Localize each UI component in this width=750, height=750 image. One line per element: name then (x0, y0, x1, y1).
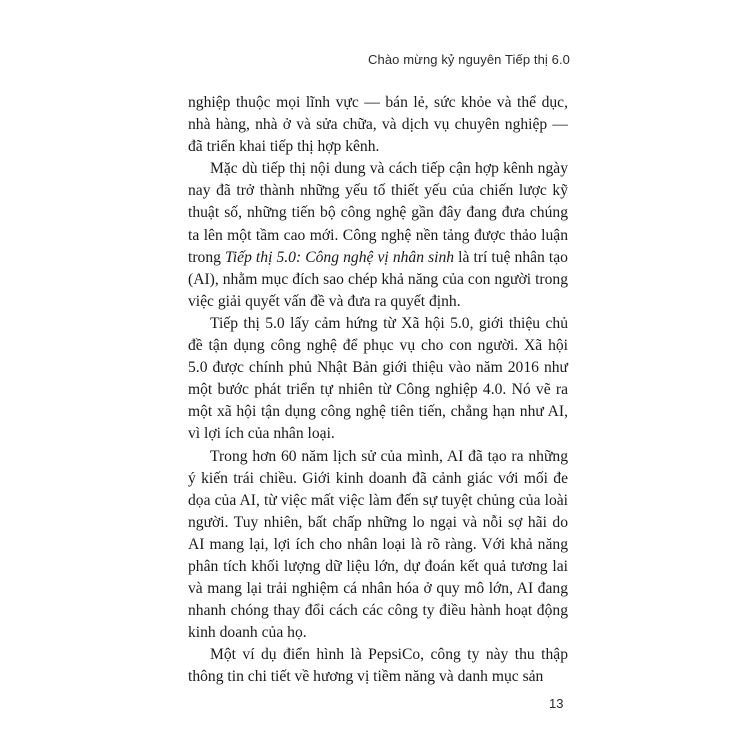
body-text (188, 92, 568, 689)
paragraph-3: Tiếp thị 5.0 lấy cảm hứng từ Xã hội 5.0, giới thiệu chủ đề tận dụng công nghệ để phục vụ cho con người. Xã hội 5.0 được chính phủ Nhật Bản giới thiệu vào năm 2016 như một bước phát triển tự nhiên từ Công nghiệp 4.0. Nó vẽ ra một xã hội tận dụng công nghệ tiên tiến, chẳng hạn như AI, vì lợi ích của nhân loại. (188, 314, 568, 443)
paragraph-1: nghiệp thuộc mọi lĩnh vực — bán lẻ, sức khỏe và thể dục, nhà hàng, nhà ở và sửa chữa, và dịch vụ chuyên nghiệp — đã triển khai tiếp thị hợp kênh. (188, 94, 568, 156)
paragraph-2-text-before: Mặc dù tiếp thị nội dung và cách tiếp cận hợp kênh ngày nay đã trở thành những yếu tố thiết yếu của chiến lược kỹ thuật số, những tiến bộ công nghệ gần đây đang đưa chúng ta lên một tầm cao mới. Công nghệ nền tảng được thảo luận trong (188, 160, 568, 266)
page-number: 13 (549, 696, 564, 711)
paragraph-5: Một ví dụ điển hình là PepsiCo, công ty này thu thập thông tin chi tiết về hương vị tiềm năng và danh mục sản (188, 646, 568, 686)
book-title-italic: Tiếp thị 5.0: Công nghệ vị nhân sinh (225, 248, 455, 266)
paragraph-2-text-after: là trí tuệ nhân tạo (AI), nhằm mục đích sao chép khả năng của con người trong việc giải quyết vấn đề và đưa ra quyết định. (188, 248, 568, 310)
running-header: Chào mừng kỷ nguyên Tiếp thị 6.0 (368, 52, 570, 67)
paragraph-2 (188, 158, 568, 313)
paragraph-4: Trong hơn 60 năm lịch sử của mình, AI đã tạo ra những ý kiến trái chiều. Giới kinh doanh đã cảnh giác với mối đe dọa của AI, từ việc mất việc làm đến sự tuyệt chủng của loài người. Tuy nhiên, bất chấp những lo ngại và nỗi sợ hãi do AI mang lại, lợi ích cho nhân loại là rõ ràng. Với khả năng phân tích khối lượng dữ liệu lớn, dự đoán kết quả tương lai và mang lại trải nghiệm cá nhân hóa ở quy mô lớn, AI đang nhanh chóng thay đổi cách các công ty điều hành hoạt động kinh doanh của họ. (188, 447, 568, 642)
